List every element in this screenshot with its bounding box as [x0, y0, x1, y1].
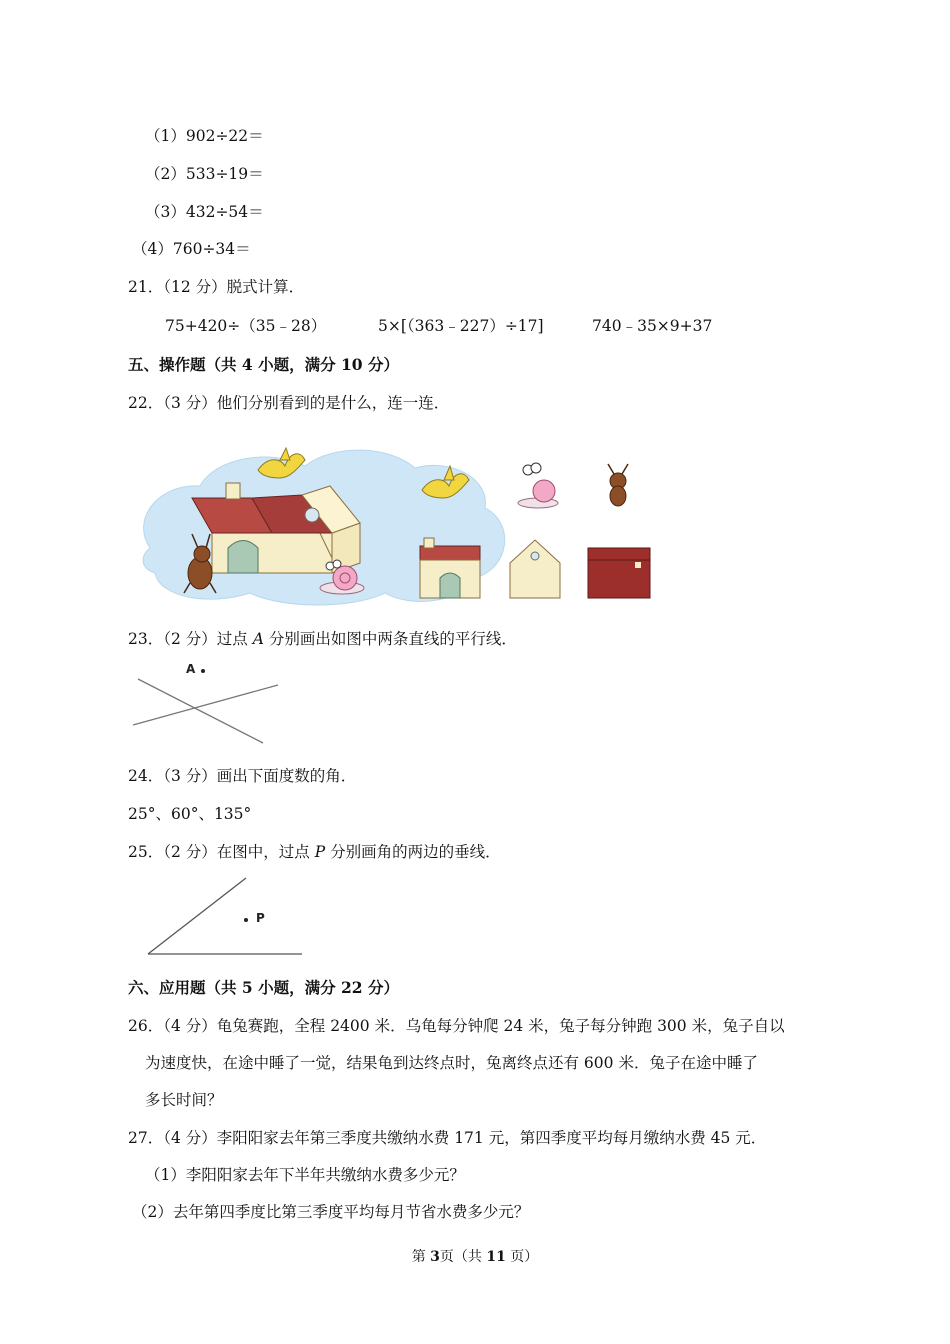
- q22-scene-illustration: [130, 438, 670, 618]
- point-p-dot: [244, 918, 248, 922]
- line-2: [133, 685, 278, 725]
- q21-title: 21．（12 分）脱式计算．: [128, 278, 305, 296]
- current-page-number: 3: [430, 1249, 440, 1265]
- point-a-dot: [201, 669, 205, 673]
- q23-intersecting-lines-figure: [128, 655, 288, 750]
- option-ant-view: [608, 464, 628, 506]
- q27-sub-2: （2）去年第四季度比第三季度平均每月节省水费多少元？: [132, 1203, 530, 1221]
- option-house-view-1: [420, 538, 480, 598]
- q20-item-4: （4）760÷34＝: [132, 240, 251, 258]
- q21-expr-1: 75+420÷（35﹣28）: [165, 317, 327, 335]
- section-6-heading: 六、应用题（共 5 小题，满分 22 分）: [128, 978, 399, 997]
- q24-angles: 25°、60°、135°: [128, 805, 252, 823]
- q26-line-3: 多长时间？: [145, 1091, 223, 1109]
- q27-sub-1: （1）李阳阳家去年下半年共缴纳水费多少元？: [145, 1166, 465, 1184]
- q20-item-2: （2）533÷19＝: [145, 165, 264, 183]
- option-house-view-2: [510, 540, 560, 598]
- point-a-label: A: [186, 662, 196, 676]
- q26-line-1: 26．（4 分）龟兔赛跑，全程 2400 米．乌龟每分钟爬 24 米，兔子每分钟跑 300 米，兔子自以: [128, 1017, 785, 1035]
- option-snail-view: [518, 463, 558, 508]
- q20-item-1: （1）902÷22＝: [145, 127, 264, 145]
- angle-ray-upper: [148, 878, 246, 954]
- q21-expr-3: 740﹣35×9+37: [592, 317, 713, 335]
- q20-item-3: （3）432÷54＝: [145, 203, 264, 221]
- option-house-view-3: [588, 548, 650, 598]
- line-1: [138, 679, 263, 743]
- q26-line-2: 为速度快，在途中睡了一觉，结果龟到达终点时，兔离终点还有 600 米．兔子在途中睡了: [145, 1054, 758, 1072]
- q25-title: 25．（2 分）在图中，过点 P 分别画角的两边的垂线．: [128, 843, 501, 861]
- point-p-label: P: [256, 911, 265, 925]
- q24-title: 24．（3 分）画出下面度数的角．: [128, 767, 357, 785]
- q21-expr-2: 5×[（363﹣227）÷17]: [378, 317, 544, 335]
- q25-angle-figure: [140, 872, 310, 962]
- q23-title: 23．（2 分）过点 A 分别画出如图中两条直线的平行线．: [128, 630, 517, 648]
- q22-title: 22．（3 分）他们分别看到的是什么，连一连．: [128, 394, 450, 412]
- q27-title: 27．（4 分）李阳阳家去年第三季度共缴纳水费 171 元，第四季度平均每月缴纳水费 45 元．: [128, 1129, 767, 1147]
- page-footer: 第 3页（共 11 页）: [411, 1249, 539, 1265]
- section-5-heading: 五、操作题（共 4 小题，满分 10 分）: [128, 355, 399, 374]
- total-pages: 11: [486, 1249, 506, 1265]
